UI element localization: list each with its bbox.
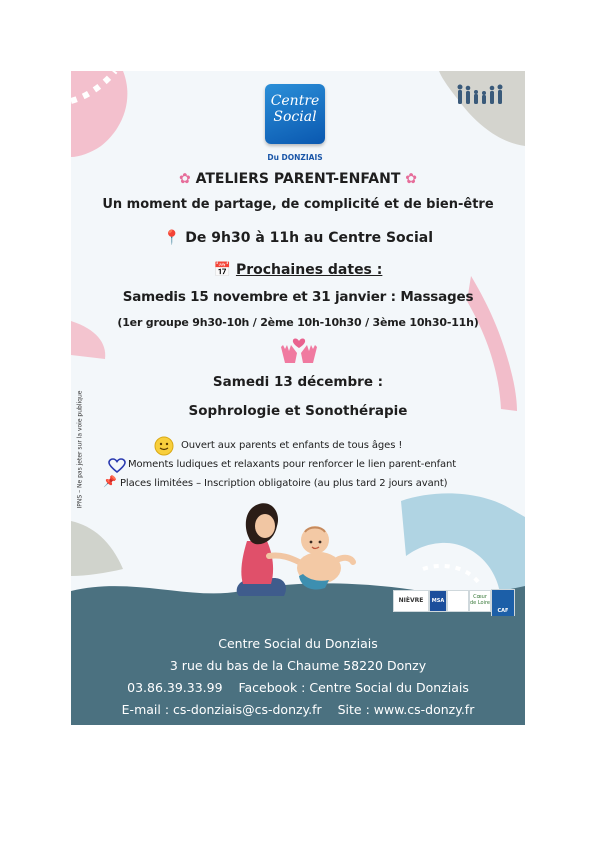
partner-msa-label: MSA <box>431 598 445 604</box>
page-title: ATELIERS PARENT-ENFANT <box>195 171 401 187</box>
footer-facebook: Facebook : Centre Social du Donziais <box>238 680 469 695</box>
partner-logo-msa <box>429 590 447 612</box>
footer-address: 3 rue du bas de la Chaume 58220 Donzy <box>169 658 427 673</box>
title-line <box>71 171 525 187</box>
massage-dates: Samedis 15 novembre et 31 janvier : Massages <box>122 289 474 305</box>
partner-caf-label: CAF <box>497 608 509 614</box>
footer-web-line <box>71 702 525 717</box>
flower-icon: ✿ <box>178 171 191 187</box>
places-text: Places limitées – Inscription obligatoire (au plus tard 2 jours avant) <box>120 478 448 489</box>
audience-text: Ouvert aux parents et enfants de tous âges ! <box>181 440 403 451</box>
logo <box>265 84 325 144</box>
parent-baby-illustration <box>229 496 359 606</box>
family-icon <box>455 83 507 105</box>
partner-coeur-label: Cœur de Loire <box>470 594 491 606</box>
partner-logo-blank <box>447 590 469 612</box>
calendar-icon: 📅 <box>213 262 232 278</box>
footer <box>71 616 525 725</box>
heart-icon <box>108 458 126 474</box>
footer-email[interactable]: E-mail : cs-donziais@cs-donzy.fr <box>121 702 322 717</box>
logo-subtitle: Du DONZIAIS <box>267 153 323 162</box>
partner-logo-coeur-de-loire <box>469 590 491 612</box>
footer-name: Centre Social du Donziais <box>218 636 378 651</box>
hands-heart-icon <box>277 333 321 367</box>
location-text: De 9h30 à 11h au Centre Social <box>185 230 434 246</box>
logo-line-2: Social <box>273 109 317 125</box>
location-line <box>71 230 525 246</box>
next-dates-line <box>71 262 525 278</box>
pushpin-icon: 📌 <box>103 475 117 488</box>
massage-groups: (1er groupe 9h30-10h / 2ème 10h-10h30 / 3ème 10h30-11h) <box>117 316 479 329</box>
partner-logo-nievre <box>393 590 429 612</box>
footer-contact-line <box>71 680 525 695</box>
partner-nievre-label: NIÈVRE <box>398 597 424 604</box>
side-note: IPNS – Ne pas jeter sur la voie publique <box>76 390 84 509</box>
logo-line-1: Centre <box>270 93 320 109</box>
footer-phone: 03.86.39.33.99 <box>127 680 223 695</box>
sophro-title: Sophrologie et Sonothérapie <box>188 403 408 419</box>
page-subtitle: Un moment de partage, de complicité et de bien-être <box>102 197 494 212</box>
next-dates-label: Prochaines dates : <box>235 262 383 278</box>
flyer <box>71 71 525 725</box>
pin-icon: 📍 <box>162 230 181 246</box>
sophro-date: Samedi 13 décembre : <box>212 374 384 390</box>
smiley-icon <box>154 436 174 456</box>
moments-text: Moments ludiques et relaxants pour renforcer le lien parent-enfant <box>128 459 457 470</box>
flower-icon: ✿ <box>405 171 418 187</box>
footer-site[interactable]: Site : www.cs-donzy.fr <box>337 702 475 717</box>
